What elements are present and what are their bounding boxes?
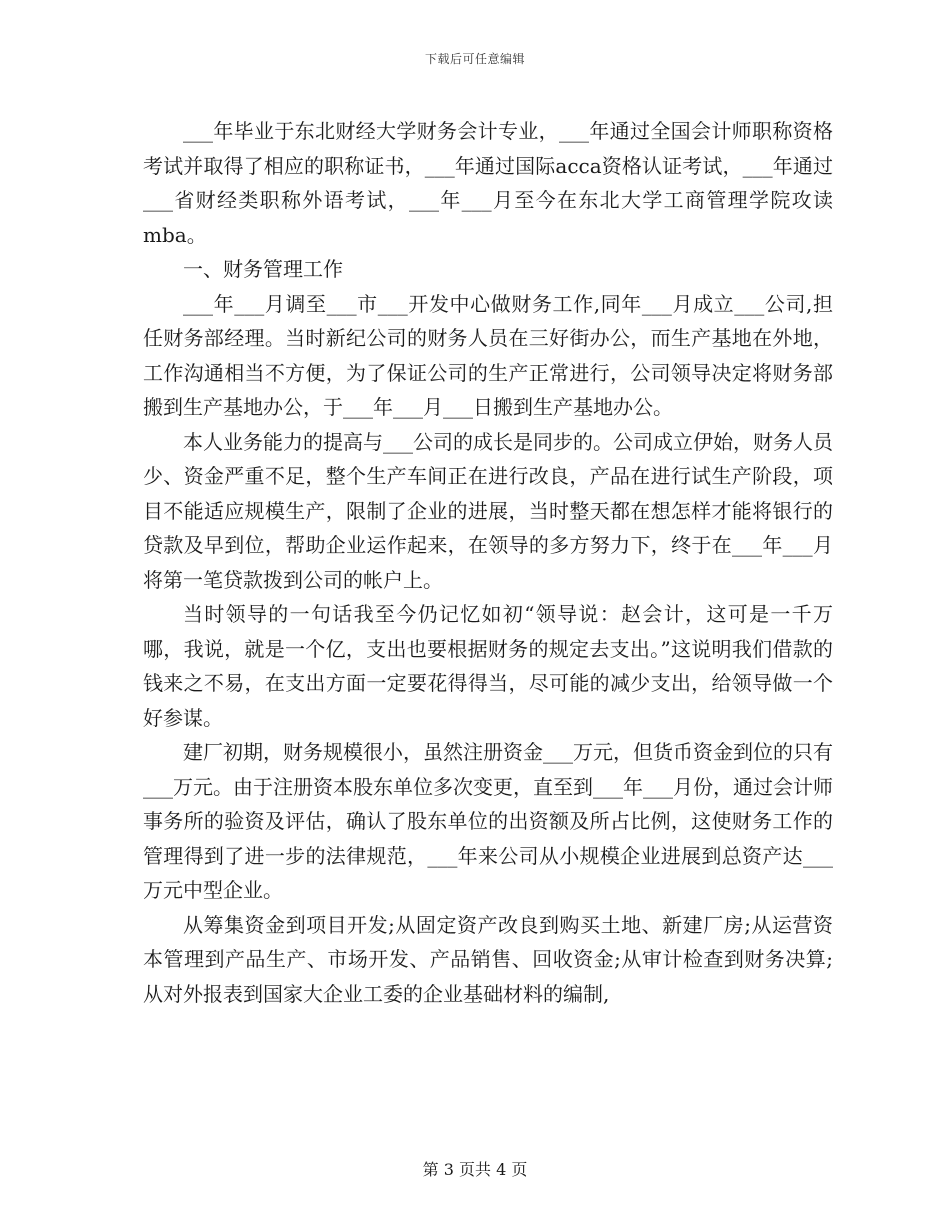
document-body bbox=[143, 114, 833, 1011]
paragraph-business-growth: 本人业务能力的提高与___公司的成长是同步的。公司成立伊始，财务人员少、资金严重不足，整个生产车间正在进行改良，产品在进行试生产阶段，项目不能适应规模生产，限制了企业的进展，当时整天都在想怎样才能将银行的贷款及早到位，帮助企业运作起来，在领导的多方努力下，终于在___年___月将第一笔贷款拨到公司的帐户上。 bbox=[143, 429, 833, 592]
page-header-note: 下载后可任意编辑 bbox=[424, 52, 525, 66]
paragraph-job-transfer: ___年___月调至___市___开发中心做财务工作,同年___月成立___公司,担任财务部经理。当时新纪公司的财务人员在三好街办公，而生产基地在外地，工作沟通相当不方便，为了保证公司的生产正常进行，公司领导决定将财务部搬到生产基地办公，于___年___月___日搬到生产基地办公。 bbox=[143, 291, 833, 419]
paragraph-early-factory: 建厂初期，财务规模很小，虽然注册资金___万元，但货币资金到位的只有___万元。由于注册资本股东单位多次变更，直至到___年___月份，通过会计师事务所的验资及评估，确认了股东单位的出资额及所占比例，这使财务工作的管理得到了进一步的法律规范，___年来公司从小规模企业进展到总资产达___万元中型企业。 bbox=[143, 740, 833, 902]
page-number: 第 3 页共 4 页 bbox=[422, 1160, 528, 1179]
paragraph-scope-of-work: 从筹集资金到项目开发;从固定资产改良到购买土地、新建厂房;从运营资本管理到产品生产、市场开发、产品销售、回收资金;从审计检查到财务决算;从对外报表到国家大企业工委的企业基础材料的编制, bbox=[143, 912, 833, 1006]
section-heading-finance-management: 一、财务管理工作 bbox=[183, 257, 343, 281]
paragraph-education: ___年毕业于东北财经大学财务会计专业，___年通过全国会计师职称资格考试并取得了相应的职称证书，___年通过国际acca资格认证考试，___年通过___省财经类职称外语考试，___年___月至今在东北大学工商管理学院攻读mba。 bbox=[143, 119, 833, 247]
paragraph-leader-quote: 当时领导的一句话我至今仍记忆如初“领导说：赵会计，这可是一千万哪，我说，就是一个亿，支出也要根据财务的规定去支出。”这说明我们借款的钱来之不易，在支出方面一定要花得得当，尽可能的减少支出，给领导做一个好参谋。 bbox=[143, 602, 833, 730]
